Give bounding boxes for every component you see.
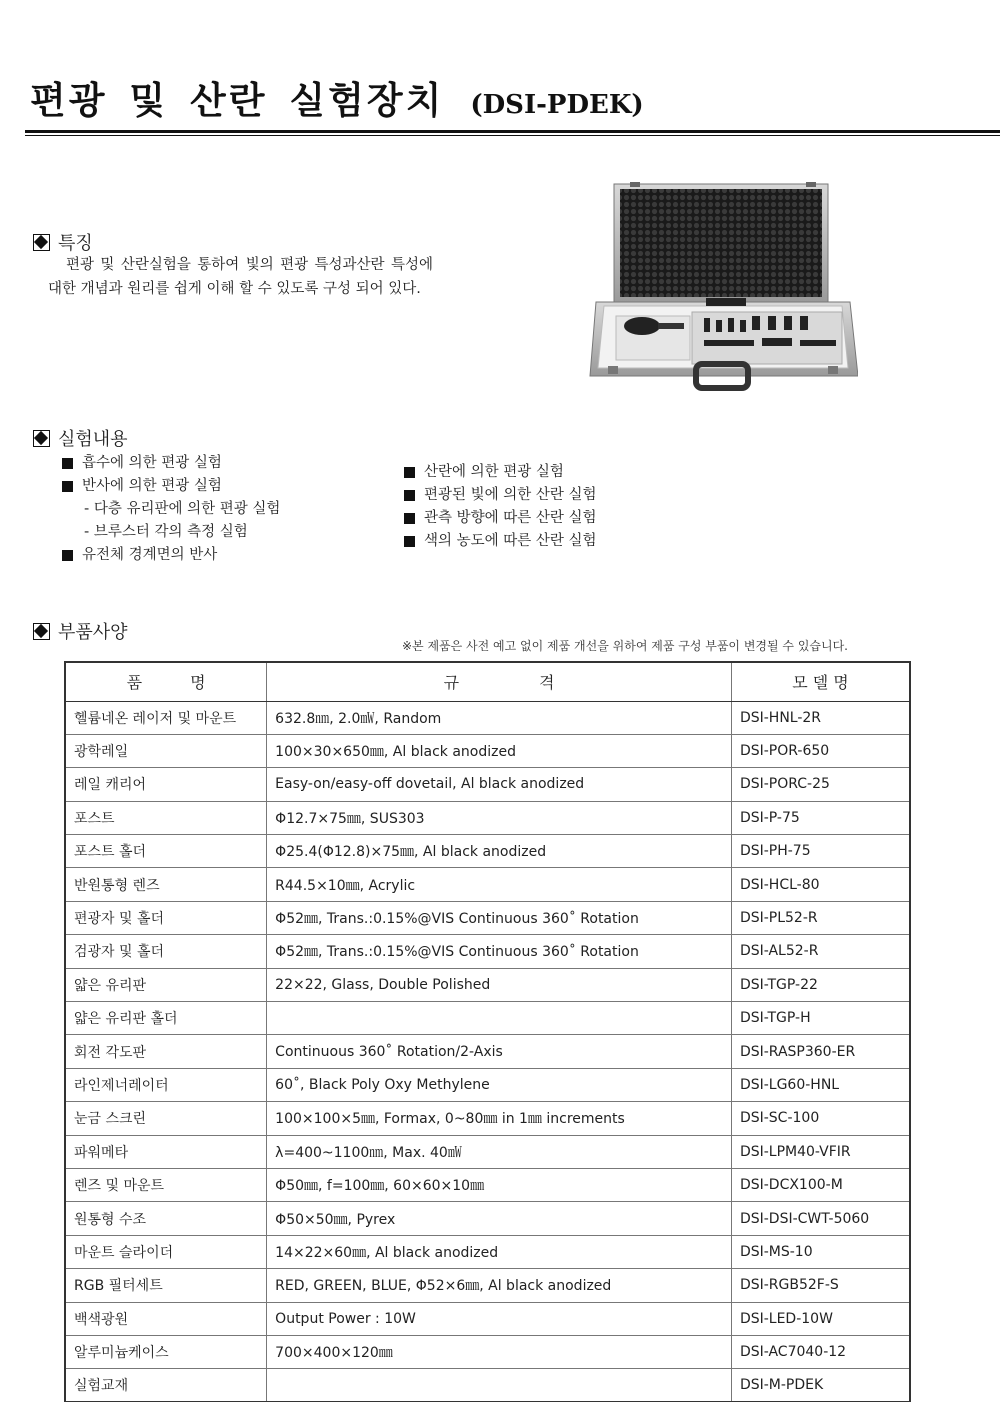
square-bullet-icon — [404, 513, 415, 524]
table-row — [65, 768, 910, 801]
part-name-cell: 검광자 및 홀더 — [65, 935, 267, 968]
title-model: (DSI-PDEK) — [470, 90, 644, 120]
part-model-cell: DSI-TGP-H — [731, 1002, 910, 1035]
table-row — [65, 1035, 910, 1068]
square-bullet-icon — [404, 536, 415, 547]
table-row — [65, 1269, 910, 1302]
part-name-cell: 파워메타 — [65, 1135, 267, 1168]
part-spec-cell: 22×22, Glass, Double Polished — [267, 968, 732, 1001]
table-row — [65, 1102, 910, 1135]
part-model-cell: DSI-AL52-R — [731, 935, 910, 968]
part-name-cell: 편광자 및 홀더 — [65, 901, 267, 934]
part-spec-cell: Φ25.4(Φ12.8)×75㎜, Al black anodized — [267, 835, 732, 868]
square-bullet-icon — [62, 550, 73, 561]
square-bullet-icon — [404, 467, 415, 478]
part-spec-cell: RED, GREEN, BLUE, Φ52×6㎜, Al black anodized — [267, 1269, 732, 1302]
experiment-item: 관측 방향에 따른 산란 실험 — [404, 507, 597, 530]
table-row — [65, 901, 910, 934]
table-row — [65, 801, 910, 834]
part-name-cell: 헬륨네온 레이저 및 마운트 — [65, 701, 267, 734]
table-row — [65, 1202, 910, 1235]
table-row — [65, 868, 910, 901]
part-name-cell: 얇은 유리판 홀더 — [65, 1002, 267, 1035]
table-row — [65, 1302, 910, 1335]
title-korean: 편광 및 산란 실험장치 — [30, 79, 445, 122]
part-name-cell: 백색광원 — [65, 1302, 267, 1335]
part-spec-cell: 700×400×120㎜ — [267, 1335, 732, 1368]
part-name-cell: 포스트 — [65, 801, 267, 834]
part-model-cell: DSI-LPM40-VFIR — [731, 1135, 910, 1168]
part-name-cell: 얇은 유리판 — [65, 968, 267, 1001]
features-description — [48, 253, 433, 301]
features-heading-label: 특징 — [58, 233, 93, 254]
part-model-cell: DSI-DSI-CWT-5060 — [731, 1202, 910, 1235]
part-spec-cell: Φ52㎜, Trans.:0.15%@VIS Continuous 360˚ Rotation — [267, 935, 732, 968]
experiment-sub-item: - 다층 유리판에 의한 편광 실험 — [84, 501, 281, 517]
column-header-model: 모 델 명 — [731, 662, 910, 701]
part-model-cell: DSI-M-PDEK — [731, 1369, 910, 1402]
table-row — [65, 1369, 910, 1402]
table-row — [65, 1235, 910, 1268]
table-row — [65, 968, 910, 1001]
part-name-cell: 포스트 홀더 — [65, 835, 267, 868]
experiment-item: 반사에 의한 편광 실험 — [62, 475, 280, 498]
part-spec-cell: Continuous 360˚ Rotation/2-Axis — [267, 1035, 732, 1068]
part-name-cell: 광학레일 — [65, 734, 267, 767]
part-name-cell: 회전 각도판 — [65, 1035, 267, 1068]
table-row — [65, 835, 910, 868]
part-model-cell: DSI-DCX100-M — [731, 1168, 910, 1201]
part-name-cell: 라인제너레이터 — [65, 1068, 267, 1101]
part-name-cell: 반원통형 렌즈 — [65, 868, 267, 901]
experiment-item: 편광된 빛에 의한 산란 실험 — [404, 484, 597, 507]
part-model-cell: DSI-RASP360-ER — [731, 1035, 910, 1068]
table-header-row — [65, 662, 910, 701]
product-case-image — [588, 180, 858, 392]
experiments-list-right — [404, 461, 597, 553]
part-spec-cell: 100×100×5㎜, Formax, 0~80㎜ in 1㎜ increments — [267, 1102, 732, 1135]
parts-table — [64, 661, 911, 1402]
table-row — [65, 1135, 910, 1168]
part-name-cell: 마운트 슬라이더 — [65, 1235, 267, 1268]
table-row — [65, 701, 910, 734]
part-model-cell: DSI-P-75 — [731, 801, 910, 834]
experiments-heading-label: 실험내용 — [58, 429, 128, 450]
parts-table-body — [65, 701, 910, 1402]
part-spec-cell: R44.5×10㎜, Acrylic — [267, 868, 732, 901]
part-name-cell: 알루미늄케이스 — [65, 1335, 267, 1368]
experiment-sub-item: - 브루스터 각의 측정 실험 — [84, 524, 248, 540]
table-row — [65, 734, 910, 767]
part-name-cell: 레일 캐리어 — [65, 768, 267, 801]
part-spec-cell: 60˚, Black Poly Oxy Methylene — [267, 1068, 732, 1101]
part-model-cell: DSI-LED-10W — [731, 1302, 910, 1335]
part-spec-cell: Easy-on/easy-off dovetail, Al black anodized — [267, 768, 732, 801]
part-model-cell: DSI-PL52-R — [731, 901, 910, 934]
part-name-cell: RGB 필터세트 — [65, 1269, 267, 1302]
part-model-cell: DSI-AC7040-12 — [731, 1335, 910, 1368]
table-row — [65, 1335, 910, 1368]
title-rule-thick — [25, 130, 1000, 133]
parts-heading-label: 부품사양 — [58, 622, 128, 643]
part-name-cell: 원통형 수조 — [65, 1202, 267, 1235]
experiment-item: 색의 농도에 따른 산란 실험 — [404, 530, 597, 553]
experiments-list-left — [62, 452, 280, 567]
part-model-cell: DSI-TGP-22 — [731, 968, 910, 1001]
table-row — [65, 1068, 910, 1101]
diamond-bullet-icon — [33, 623, 50, 640]
part-spec-cell: Φ12.7×75㎜, SUS303 — [267, 801, 732, 834]
part-spec-cell — [267, 1002, 732, 1035]
features-text: 편광 및 산란실험을 통하여 빛의 편광 특성과산란 특성에 대한 개념과 원리를 쉽게 이해 할 수 있도록 구성 되어 있다. — [48, 257, 433, 297]
part-model-cell: DSI-LG60-HNL — [731, 1068, 910, 1101]
part-spec-cell: Output Power : 10W — [267, 1302, 732, 1335]
square-bullet-icon — [62, 458, 73, 469]
part-spec-cell: Φ50㎜, f=100㎜, 60×60×10㎜ — [267, 1168, 732, 1201]
column-header-name: 품 명 — [65, 662, 267, 701]
part-name-cell: 렌즈 및 마운트 — [65, 1168, 267, 1201]
part-spec-cell: 14×22×60㎜, Al black anodized — [267, 1235, 732, 1268]
part-model-cell: DSI-RGB52F-S — [731, 1269, 910, 1302]
part-spec-cell: λ=400~1100㎚, Max. 40㎽ — [267, 1135, 732, 1168]
experiment-item: 산란에 의한 편광 실험 — [404, 461, 597, 484]
change-notice: ※본 제품은 사전 예고 없이 제품 개선을 위하여 제품 구성 부품이 변경될 수 있습니다. — [402, 639, 848, 653]
part-model-cell: DSI-POR-650 — [731, 734, 910, 767]
experiments-heading — [33, 425, 128, 451]
part-model-cell: DSI-HCL-80 — [731, 868, 910, 901]
part-spec-cell: Φ50×50㎜, Pyrex — [267, 1202, 732, 1235]
part-spec-cell — [267, 1369, 732, 1402]
column-header-spec: 규 격 — [267, 662, 732, 701]
square-bullet-icon — [62, 481, 73, 492]
part-spec-cell: 100×30×650㎜, Al black anodized — [267, 734, 732, 767]
part-model-cell: DSI-SC-100 — [731, 1102, 910, 1135]
title-rule-thin — [25, 135, 1000, 136]
square-bullet-icon — [404, 490, 415, 501]
diamond-bullet-icon — [33, 234, 50, 251]
features-heading — [33, 229, 93, 255]
part-spec-cell: 632.8㎚, 2.0㎽, Random — [267, 701, 732, 734]
diamond-bullet-icon — [33, 430, 50, 447]
experiment-item: 유전체 경계면의 반사 — [62, 544, 280, 567]
part-model-cell: DSI-MS-10 — [731, 1235, 910, 1268]
part-name-cell: 실험교재 — [65, 1369, 267, 1402]
table-row — [65, 1002, 910, 1035]
page-title — [30, 70, 644, 122]
table-row — [65, 1168, 910, 1201]
parts-heading — [33, 618, 128, 644]
part-model-cell: DSI-PH-75 — [731, 835, 910, 868]
table-row — [65, 935, 910, 968]
part-model-cell: DSI-PORC-25 — [731, 768, 910, 801]
part-model-cell: DSI-HNL-2R — [731, 701, 910, 734]
part-spec-cell: Φ52㎜, Trans.:0.15%@VIS Continuous 360˚ Rotation — [267, 901, 732, 934]
experiment-item: 흡수에 의한 편광 실험 — [62, 452, 280, 475]
part-name-cell: 눈금 스크린 — [65, 1102, 267, 1135]
